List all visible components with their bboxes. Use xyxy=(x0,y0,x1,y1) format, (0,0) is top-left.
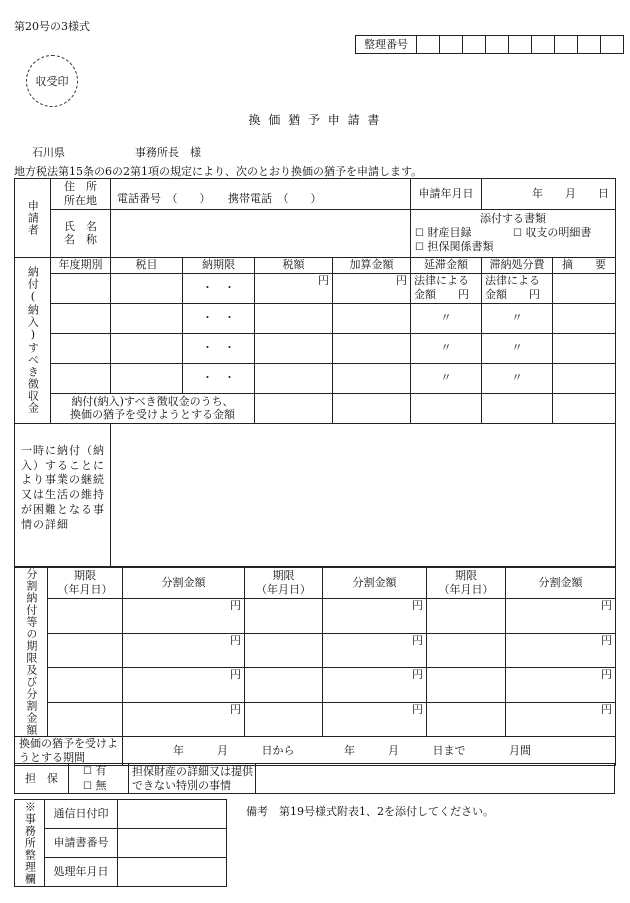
split-side-text: 分割納付等の期限及び分割金額 xyxy=(24,568,38,736)
tax-side-text: 納付(納入)すべき徴収金 xyxy=(26,266,40,415)
hardship-label: 一時に納付（納入）することにより事業の継続又は生活の維持が困難となる事情の詳細 xyxy=(15,423,111,566)
col-header: 税額 xyxy=(255,257,333,273)
intro-text: 地方税法第15条の6の2第1項の規定により、次のとおり換価の猶予を申請します。 xyxy=(14,165,423,178)
split-side-label xyxy=(15,568,48,737)
application-date-label: 申請年月日 xyxy=(411,179,482,210)
addressee-office: 事務所長 様 xyxy=(135,146,201,159)
collateral-label: 担 保 xyxy=(15,764,69,794)
page-title: 換 価 猶 予 申 請 書 xyxy=(248,113,382,127)
summary-cell[interactable] xyxy=(553,303,616,333)
split-amount-cell[interactable]: 円 xyxy=(506,702,616,736)
seiri-digit[interactable] xyxy=(578,36,601,54)
collateral-choice xyxy=(69,764,129,794)
attachments-box xyxy=(411,210,616,258)
tax-amount-cell[interactable] xyxy=(255,303,333,333)
office-row-label: 申請書番号 xyxy=(45,829,118,858)
summary-cell[interactable] xyxy=(553,333,616,363)
col-header: 延滞金額 xyxy=(411,257,482,273)
application-date-field[interactable]: 年 月 日 xyxy=(482,179,616,210)
split-date-cell[interactable] xyxy=(427,668,506,702)
name-field[interactable] xyxy=(111,210,411,258)
deferral-delinquency-cell[interactable] xyxy=(411,393,482,423)
main-form-table xyxy=(14,178,616,567)
attachments-title: 添付する書類 xyxy=(480,212,546,225)
delinquency-cell[interactable] xyxy=(411,273,482,303)
split-date-cell[interactable] xyxy=(48,702,123,736)
split-amount-header: 分割金額 xyxy=(323,568,427,599)
split-amount-header: 分割金額 xyxy=(123,568,245,599)
ditto-cell[interactable]: 〃 xyxy=(411,363,482,393)
checkbox[interactable]: ☐ xyxy=(83,780,92,792)
mobile-label: 携帯電話 （ ） xyxy=(228,192,322,206)
office-side-label xyxy=(15,800,45,887)
period-start-ym: 年 月 xyxy=(173,743,228,757)
split-kigen-header: 期限 （年月日） xyxy=(48,568,123,599)
col-header: 年度期別 xyxy=(51,257,111,273)
address-field[interactable] xyxy=(111,179,411,210)
ditto-cell[interactable]: 〃 xyxy=(411,333,482,363)
hardship-detail-field[interactable] xyxy=(111,423,616,566)
seiri-digit[interactable] xyxy=(463,36,486,54)
applicant-side-text: 申請者 xyxy=(26,199,40,236)
due-date-cell[interactable]: ・ ・ xyxy=(183,333,255,363)
tax-amount-cell[interactable] xyxy=(255,333,333,363)
office-side-text: ※事務所整理欄 xyxy=(23,801,37,885)
split-date-cell[interactable] xyxy=(245,702,323,736)
due-date-cell[interactable]: ・ ・ xyxy=(183,303,255,333)
collateral-no: 無 xyxy=(95,778,107,792)
deferral-penalty-cell[interactable] xyxy=(333,393,411,423)
tax-cell[interactable] xyxy=(51,303,111,333)
seiri-digit[interactable] xyxy=(555,36,578,54)
law-text: 法律による xyxy=(414,273,469,287)
split-date-cell[interactable] xyxy=(48,668,123,702)
addressee-pref: 石川県 xyxy=(32,146,65,159)
seiri-digit[interactable] xyxy=(440,36,463,54)
deferral-cost-cell[interactable] xyxy=(482,393,553,423)
ditto-cell[interactable]: 〃 xyxy=(411,303,482,333)
tax-amount-cell[interactable]: 円 xyxy=(255,273,333,303)
split-amount-cell[interactable]: 円 xyxy=(323,633,427,667)
tax-side-label xyxy=(15,257,51,423)
penalty-cell[interactable] xyxy=(333,333,411,363)
collateral-detail-field[interactable] xyxy=(256,764,615,794)
split-date-cell[interactable] xyxy=(245,633,323,667)
checkbox[interactable]: ☐ xyxy=(512,227,522,239)
period-end-ym: 年 月 xyxy=(344,743,399,757)
due-date-cell[interactable]: ・ ・ xyxy=(183,273,255,303)
collateral-table xyxy=(14,763,615,794)
summary-cell[interactable] xyxy=(553,363,616,393)
tax-cell[interactable] xyxy=(51,363,111,393)
stamp-label: 収受印 xyxy=(35,75,69,88)
split-kigen-header: 期限 （年月日） xyxy=(427,568,506,599)
seiri-label: 整理番号 xyxy=(356,36,417,54)
split-date-cell[interactable] xyxy=(427,702,506,736)
col-header: 摘 要 xyxy=(553,257,616,273)
split-amount-cell[interactable]: 円 xyxy=(123,668,245,702)
due-date-cell[interactable]: ・ ・ xyxy=(183,363,255,393)
office-use-table xyxy=(14,799,227,887)
tax-amount-cell[interactable] xyxy=(255,363,333,393)
summary-cell[interactable] xyxy=(553,273,616,303)
period-from: 日から xyxy=(261,743,295,757)
office-row-field[interactable] xyxy=(118,858,227,887)
split-amount-cell[interactable]: 円 xyxy=(123,702,245,736)
split-amount-cell[interactable]: 円 xyxy=(323,668,427,702)
split-date-cell[interactable] xyxy=(245,668,323,702)
deferral-amount-label xyxy=(51,393,255,423)
law-text: 法律による xyxy=(485,273,540,287)
split-payment-table xyxy=(14,567,616,766)
disposal-cost-cell[interactable] xyxy=(482,273,553,303)
period-field[interactable] xyxy=(123,737,616,766)
tax-cell[interactable] xyxy=(51,333,111,363)
split-date-cell[interactable] xyxy=(48,633,123,667)
split-date-cell[interactable] xyxy=(245,599,323,633)
name-label: 氏 名 名 称 xyxy=(51,210,111,258)
penalty-cell[interactable]: 円 xyxy=(333,273,411,303)
split-date-cell[interactable] xyxy=(48,599,123,633)
remark-text: 備考 第19号様式附表1、2を添付してください。 xyxy=(246,805,494,818)
ditto-cell[interactable]: 〃 xyxy=(482,333,553,363)
col-header: 加算金額 xyxy=(333,257,411,273)
seiri-digit[interactable] xyxy=(532,36,555,54)
deferral-summary-cell[interactable] xyxy=(553,393,616,423)
seiri-digit[interactable] xyxy=(417,36,440,54)
deferral-label-line: 換価の猶予を受けようとする金額 xyxy=(70,408,235,422)
tax-cell[interactable] xyxy=(111,333,183,363)
checkbox[interactable]: ☐ xyxy=(83,766,92,777)
form-number: 第20号の3様式 xyxy=(14,20,90,33)
law-text: 金額 円 xyxy=(414,287,469,301)
office-row-field[interactable] xyxy=(118,829,227,858)
collateral-detail-label: 担保財産の詳細又は提供できない特別の事情 xyxy=(129,764,256,794)
seiri-digit[interactable] xyxy=(601,36,624,54)
seiri-digit[interactable] xyxy=(486,36,509,54)
receipt-stamp-circle xyxy=(26,55,78,107)
penalty-cell[interactable] xyxy=(333,363,411,393)
office-row-label: 処理年月日 xyxy=(45,858,118,887)
attachment-item: 担保関係書類 xyxy=(427,240,494,254)
tax-cell[interactable] xyxy=(51,273,111,303)
split-amount-cell[interactable]: 円 xyxy=(123,599,245,633)
period-months: 月間 xyxy=(509,743,531,757)
seiri-digit[interactable] xyxy=(509,36,532,54)
tax-cell[interactable] xyxy=(111,363,183,393)
office-row-label: 通信日付印 xyxy=(45,800,118,829)
split-amount-cell[interactable]: 円 xyxy=(123,633,245,667)
applicant-side-label xyxy=(15,179,51,258)
collateral-yes: 有 xyxy=(95,764,107,777)
law-text: 金額 円 xyxy=(485,287,540,301)
attachment-item: 収支の明細書 xyxy=(525,225,592,239)
address-label: 住 所 所在地 xyxy=(51,179,111,210)
period-to: 日まで xyxy=(432,743,466,757)
tax-cell[interactable] xyxy=(111,303,183,333)
checkbox[interactable]: ☐ xyxy=(415,227,424,239)
attachment-item: 財産目録 xyxy=(427,225,472,239)
period-label: 換価の猶予を受けようとする期間 xyxy=(15,737,123,766)
phone-label: 電話番号 （ ） xyxy=(117,192,211,206)
deferral-label-line: 納付(納入)すべき徴収金のうち、 xyxy=(71,394,234,408)
split-amount-cell[interactable]: 円 xyxy=(506,668,616,702)
deferral-tax-cell[interactable] xyxy=(255,393,333,423)
col-header: 納期限 xyxy=(183,257,255,273)
col-header: 滞納処分費 xyxy=(482,257,553,273)
split-amount-cell[interactable]: 円 xyxy=(323,702,427,736)
tax-cell[interactable] xyxy=(111,273,183,303)
office-row-field[interactable] xyxy=(118,800,227,829)
split-amount-cell[interactable]: 円 xyxy=(506,599,616,633)
penalty-cell[interactable] xyxy=(333,303,411,333)
split-amount-cell[interactable]: 円 xyxy=(506,633,616,667)
ditto-cell[interactable]: 〃 xyxy=(482,363,553,393)
ditto-cell[interactable]: 〃 xyxy=(482,303,553,333)
seiri-number-box xyxy=(355,35,624,54)
split-amount-header: 分割金額 xyxy=(506,568,616,599)
col-header: 税目 xyxy=(111,257,183,273)
split-kigen-header: 期限 （年月日） xyxy=(245,568,323,599)
checkbox[interactable]: ☐ xyxy=(415,242,424,254)
split-amount-cell[interactable]: 円 xyxy=(323,599,427,633)
split-date-cell[interactable] xyxy=(427,633,506,667)
split-date-cell[interactable] xyxy=(427,599,506,633)
